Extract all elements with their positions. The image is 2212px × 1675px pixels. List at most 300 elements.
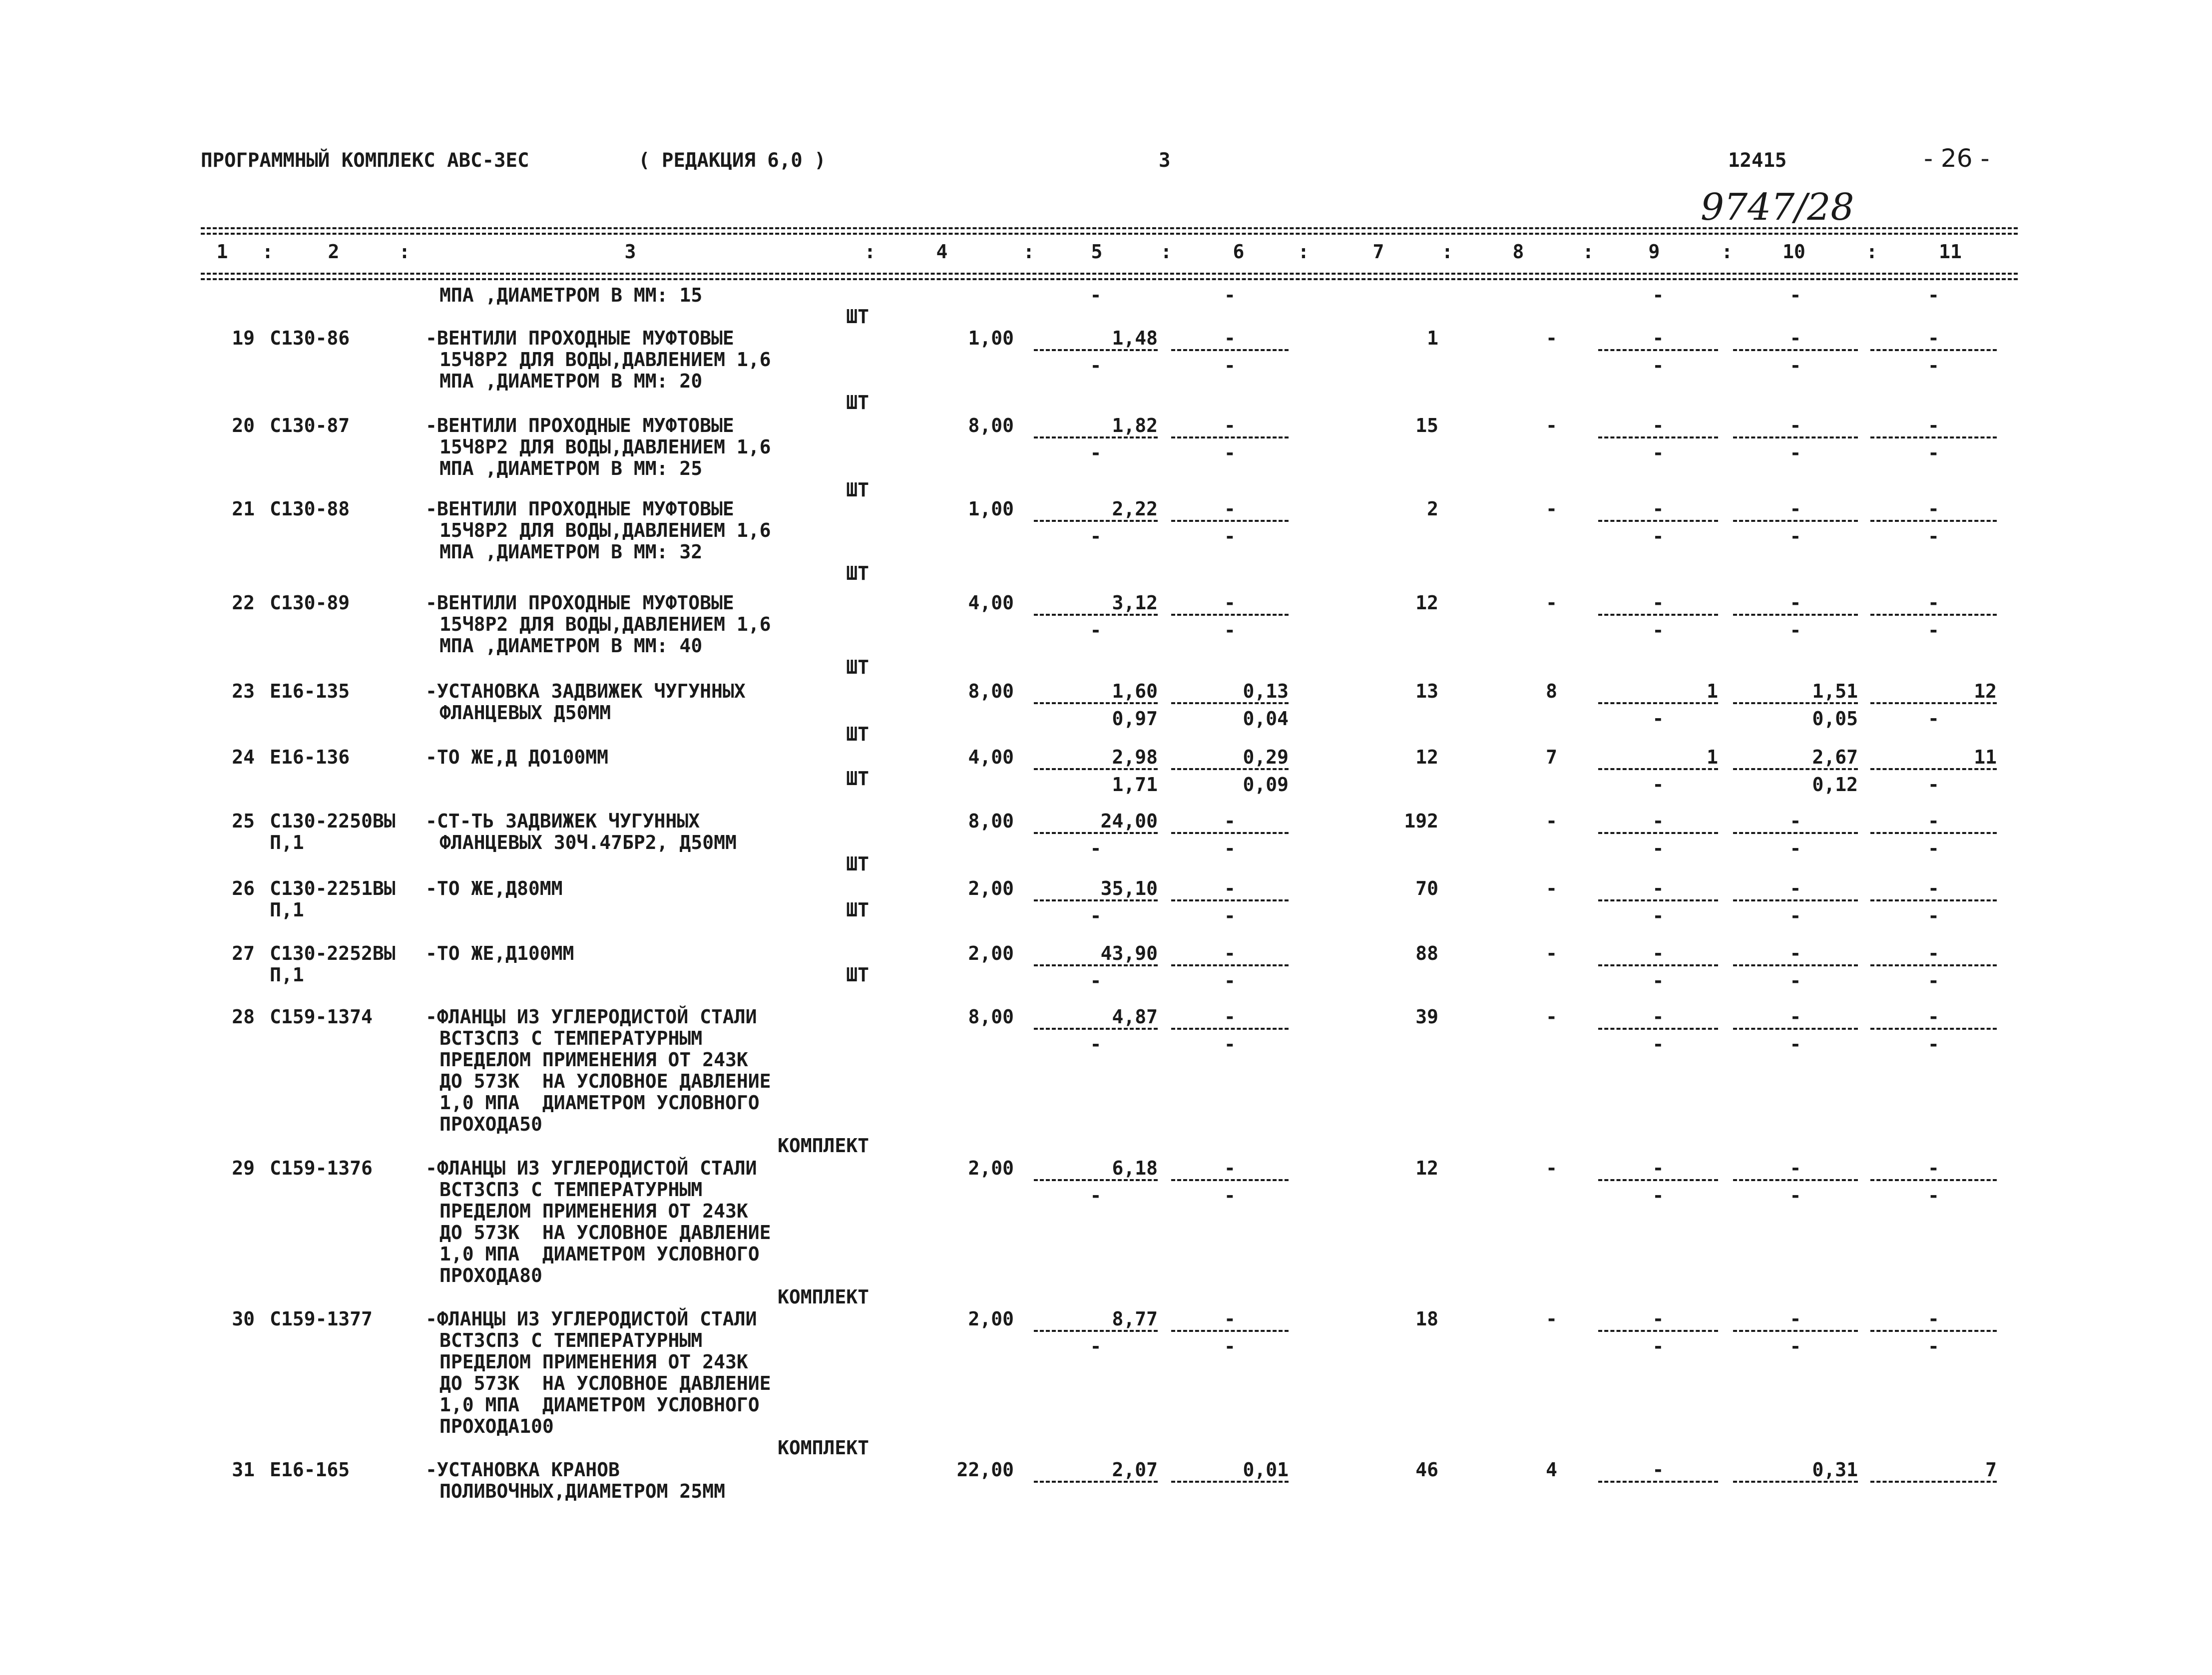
column-7-value: 13	[1415, 680, 1438, 702]
value-underline	[1733, 614, 1858, 616]
c10-value: -	[1789, 1006, 1801, 1028]
c10-value: -	[1789, 284, 1801, 306]
quantity-value: 2,00	[968, 1157, 1014, 1179]
column-separator: :	[1866, 241, 1878, 263]
c10-value: -	[1789, 1308, 1801, 1330]
value-underline	[1034, 614, 1158, 616]
column-8-value: -	[1546, 327, 1557, 349]
c5-value: 1,60	[1112, 680, 1158, 702]
value-underline	[1870, 1028, 1997, 1030]
unit-label: КОМПЛЕКТ	[777, 1286, 869, 1308]
quantity-value: 1,00	[968, 498, 1014, 520]
value-underline	[1034, 768, 1158, 770]
c9-value: -	[1652, 942, 1664, 964]
column-8-value: -	[1546, 415, 1557, 436]
column-7-value: 88	[1415, 942, 1438, 964]
value-underline	[1598, 436, 1718, 438]
unit-label: ШТ	[846, 853, 869, 875]
c11-value: -	[1928, 1308, 1939, 1330]
c6-value: -	[1224, 877, 1236, 899]
row-code: С159-1376	[270, 1157, 373, 1179]
c10-value: -	[1789, 327, 1801, 349]
value-underline	[1733, 832, 1858, 834]
value-underline	[1171, 349, 1289, 351]
value-underline	[1733, 899, 1858, 901]
c6-value: -	[1224, 592, 1236, 614]
program-title: ПРОГРАММНЫЙ КОМПЛЕКС АВС-3ЕС	[201, 149, 529, 172]
column-7-value: 70	[1415, 877, 1438, 899]
c6-value: -	[1224, 970, 1236, 992]
description-line: ПОЛИВОЧНЫХ,ДИАМЕТРОМ 25ММ	[440, 1480, 725, 1502]
description-line: 1,0 МПА ДИАМЕТРОМ УСЛОВНОГО	[440, 1092, 760, 1114]
value-underline	[1598, 1179, 1718, 1181]
c11-value: -	[1928, 525, 1939, 547]
c5-value: 2,07	[1112, 1459, 1158, 1481]
c5-value: 35,10	[1100, 877, 1158, 899]
c9-value: -	[1652, 415, 1664, 436]
c11-value: -	[1928, 810, 1939, 832]
column-7-value: 12	[1415, 592, 1438, 614]
value-underline	[1733, 964, 1858, 966]
row-code: С159-1377	[270, 1308, 373, 1330]
row-number: 20	[232, 415, 255, 436]
value-underline	[1733, 768, 1858, 770]
row-code: Е16-135	[270, 680, 350, 702]
c10-value: -	[1789, 810, 1801, 832]
unit-label: ШТ	[846, 964, 869, 986]
c5-value: -	[1090, 1033, 1102, 1055]
c5-value: -	[1090, 284, 1102, 306]
quantity-value: 1,00	[968, 327, 1014, 349]
column-7-value: 15	[1415, 415, 1438, 436]
value-underline	[1733, 1028, 1858, 1030]
c5-value: 0,97	[1112, 708, 1158, 730]
value-underline	[1034, 1330, 1158, 1332]
c5-value: 6,18	[1112, 1157, 1158, 1179]
value-underline	[1171, 614, 1289, 616]
c5-value: 8,77	[1112, 1308, 1158, 1330]
c9-value: -	[1652, 498, 1664, 520]
value-underline	[1733, 436, 1858, 438]
description-line: -ФЛАНЦЫ ИЗ УГЛЕРОДИСТОЙ СТАЛИ	[426, 1308, 757, 1330]
column-7-value: 12	[1415, 1157, 1438, 1179]
c11-value: -	[1928, 327, 1939, 349]
value-underline	[1598, 349, 1718, 351]
value-underline	[1034, 832, 1158, 834]
description-line: ПРОХОДА100	[440, 1415, 554, 1437]
description-line: -ВЕНТИЛИ ПРОХОДНЫЕ МУФТОВЫЕ	[426, 327, 734, 349]
description-line: ПРЕДЕЛОМ ПРИМЕНЕНИЯ ОТ 243К	[440, 1351, 748, 1373]
c9-value: -	[1652, 970, 1664, 992]
value-underline	[1733, 1330, 1858, 1332]
c11-value: 7	[1985, 1459, 1997, 1481]
c10-value: -	[1789, 498, 1801, 520]
c6-value: -	[1224, 905, 1236, 927]
c5-value: 4,87	[1112, 1006, 1158, 1028]
description-line: -ФЛАНЦЫ ИЗ УГЛЕРОДИСТОЙ СТАЛИ	[426, 1157, 757, 1179]
value-underline	[1598, 1330, 1718, 1332]
description-line: ВСТ3СП3 С ТЕМПЕРАТУРНЫМ	[440, 1027, 703, 1049]
column-separator: :	[1582, 241, 1594, 263]
c10-value: 0,31	[1812, 1459, 1858, 1481]
c10-value: -	[1789, 1335, 1801, 1357]
c10-value: 2,67	[1812, 746, 1858, 768]
c6-value: -	[1224, 525, 1236, 547]
value-underline	[1034, 1179, 1158, 1181]
value-underline	[1870, 832, 1997, 834]
document-code: 12415	[1728, 149, 1787, 172]
quantity-value: 8,00	[968, 415, 1014, 436]
c5-value: -	[1090, 355, 1102, 377]
c10-value: -	[1789, 877, 1801, 899]
header-bottom-rule-2	[201, 278, 2018, 280]
value-underline	[1733, 702, 1858, 704]
c10-value: -	[1789, 355, 1801, 377]
column-7-value: 192	[1404, 810, 1438, 832]
c5-value: -	[1090, 838, 1102, 859]
column-8-value: 7	[1546, 746, 1557, 768]
row-code: С130-86	[270, 327, 350, 349]
c5-value: 2,98	[1112, 746, 1158, 768]
c6-value: -	[1224, 498, 1236, 520]
column-header-1: 1	[216, 241, 228, 263]
c11-value: -	[1928, 415, 1939, 436]
value-underline	[1171, 436, 1289, 438]
c11-value: -	[1928, 838, 1939, 859]
description-line: МПА ,ДИАМЕТРОМ В ММ: 20	[440, 370, 703, 392]
c9-value: -	[1652, 877, 1664, 899]
quantity-value: 4,00	[968, 592, 1014, 614]
description-line: 1,0 МПА ДИАМЕТРОМ УСЛОВНОГО	[440, 1394, 760, 1416]
c11-value: -	[1928, 877, 1939, 899]
description-line: ДО 573К НА УСЛОВНОЕ ДАВЛЕНИЕ	[440, 1372, 771, 1394]
c11-value: -	[1928, 498, 1939, 520]
c5-value: 24,00	[1100, 810, 1158, 832]
c5-value: -	[1090, 905, 1102, 927]
description-line: ВСТ3СП3 С ТЕМПЕРАТУРНЫМ	[440, 1329, 703, 1351]
c10-value: -	[1789, 970, 1801, 992]
column-header-7: 7	[1372, 241, 1384, 263]
c5-value: -	[1090, 1185, 1102, 1207]
value-underline	[1034, 1028, 1158, 1030]
quantity-value: 2,00	[968, 942, 1014, 964]
description-line: ДО 573К НА УСЛОВНОЕ ДАВЛЕНИЕ	[440, 1070, 771, 1092]
description-line: -СТ-ТЬ ЗАДВИЖЕК ЧУГУННЫХ	[426, 810, 700, 832]
description-line: -ТО ЖЕ,Д100ММ	[426, 942, 574, 964]
c10-value: -	[1789, 1185, 1801, 1207]
column-8-value: -	[1546, 1006, 1557, 1028]
quantity-value: 8,00	[968, 680, 1014, 702]
description-line: ПРЕДЕЛОМ ПРИМЕНЕНИЯ ОТ 243К	[440, 1049, 748, 1071]
unit-label: ШТ	[846, 656, 869, 678]
row-code-suffix: П,1	[270, 964, 304, 986]
c11-value: 12	[1974, 680, 1997, 702]
description-line: -ВЕНТИЛИ ПРОХОДНЫЕ МУФТОВЫЕ	[426, 415, 734, 436]
table-top-rule-2	[201, 233, 2018, 235]
value-underline	[1171, 1179, 1289, 1181]
column-7-value: 2	[1427, 498, 1438, 520]
c6-value: -	[1224, 1033, 1236, 1055]
value-underline	[1034, 964, 1158, 966]
quantity-value: 8,00	[968, 810, 1014, 832]
row-code: Е16-165	[270, 1459, 350, 1481]
c10-value: -	[1789, 415, 1801, 436]
c10-value: 0,05	[1812, 708, 1858, 730]
column-8-value: -	[1546, 1308, 1557, 1330]
column-8-value: -	[1546, 1157, 1557, 1179]
c10-value: -	[1789, 525, 1801, 547]
row-code: С159-1374	[270, 1006, 373, 1028]
c6-value: 0,29	[1243, 746, 1289, 768]
value-underline	[1870, 768, 1997, 770]
value-underline	[1034, 436, 1158, 438]
value-underline	[1034, 520, 1158, 522]
description-line: ВСТ3СП3 С ТЕМПЕРАТУРНЫМ	[440, 1179, 703, 1201]
description-line: МПА ,ДИАМЕТРОМ В ММ: 40	[440, 635, 703, 657]
column-separator: :	[864, 241, 876, 263]
column-header-11: 11	[1939, 241, 1962, 263]
row-number: 19	[232, 327, 255, 349]
description-line: МПА ,ДИАМЕТРОМ В ММ: 15	[440, 284, 703, 306]
column-7-value: 1	[1427, 327, 1438, 349]
c5-value: 43,90	[1100, 942, 1158, 964]
column-8-value: 8	[1546, 680, 1557, 702]
c9-value: -	[1652, 1335, 1664, 1357]
c5-value: 3,12	[1112, 592, 1158, 614]
column-header-4: 4	[936, 241, 948, 263]
value-underline	[1733, 349, 1858, 351]
page-number: - 26 -	[1924, 144, 1990, 173]
row-code: С130-2250ВЫ	[270, 810, 396, 832]
c11-value: -	[1928, 1185, 1939, 1207]
value-underline	[1598, 1028, 1718, 1030]
value-underline	[1870, 436, 1997, 438]
c5-value: 1,71	[1112, 774, 1158, 796]
column-header-8: 8	[1512, 241, 1524, 263]
column-8-value: -	[1546, 810, 1557, 832]
row-code: С130-2252ВЫ	[270, 942, 396, 964]
row-number: 28	[232, 1006, 255, 1028]
value-underline	[1171, 702, 1289, 704]
c9-value: -	[1652, 284, 1664, 306]
quantity-value: 22,00	[956, 1459, 1014, 1481]
value-underline	[1598, 614, 1718, 616]
row-number: 23	[232, 680, 255, 702]
value-underline	[1598, 964, 1718, 966]
c9-value: -	[1652, 708, 1664, 730]
row-code: С130-87	[270, 415, 350, 436]
c5-value: -	[1090, 442, 1102, 464]
row-number: 27	[232, 942, 255, 964]
unit-label: ШТ	[846, 562, 869, 584]
row-number: 21	[232, 498, 255, 520]
c11-value: -	[1928, 1335, 1939, 1357]
handwritten-note: 9747/28	[1701, 186, 1854, 229]
c9-value: -	[1652, 1033, 1664, 1055]
column-separator: :	[1441, 241, 1453, 263]
value-underline	[1870, 349, 1997, 351]
edition-label: ( РЕДАКЦИЯ 6,0 )	[638, 149, 826, 172]
c11-value: -	[1928, 942, 1939, 964]
unit-label: ШТ	[846, 768, 869, 790]
value-underline	[1171, 1028, 1289, 1030]
description-line: 1,0 МПА ДИАМЕТРОМ УСЛОВНОГО	[440, 1243, 760, 1265]
column-8-value: 4	[1546, 1459, 1557, 1481]
column-separator: :	[1298, 241, 1310, 263]
column-separator: :	[1023, 241, 1035, 263]
c5-value: 1,48	[1112, 327, 1158, 349]
description-line: -ВЕНТИЛИ ПРОХОДНЫЕ МУФТОВЫЕ	[426, 498, 734, 520]
row-code: С130-89	[270, 592, 350, 614]
c9-value: -	[1652, 1006, 1664, 1028]
description-line: ФЛАНЦЕВЫХ Д50ММ	[440, 702, 611, 724]
c9-value: -	[1652, 1157, 1664, 1179]
c9-value: -	[1652, 905, 1664, 927]
description-line: ДО 573К НА УСЛОВНОЕ ДАВЛЕНИЕ	[440, 1222, 771, 1244]
row-code: Е16-136	[270, 746, 350, 768]
row-code-suffix: П,1	[270, 832, 304, 853]
c6-value: -	[1224, 355, 1236, 377]
value-underline	[1598, 1481, 1718, 1483]
value-underline	[1034, 702, 1158, 704]
c5-value: 2,22	[1112, 498, 1158, 520]
description-line: -УСТАНОВКА ЗАДВИЖЕК ЧУГУННЫХ	[426, 680, 746, 702]
c10-value: -	[1789, 1033, 1801, 1055]
row-number: 22	[232, 592, 255, 614]
row-code: С130-2251ВЫ	[270, 877, 396, 899]
column-7-value: 18	[1415, 1308, 1438, 1330]
c9-value: -	[1652, 774, 1664, 796]
c9-value: -	[1652, 1185, 1664, 1207]
column-8-value: -	[1546, 942, 1557, 964]
value-underline	[1870, 1481, 1997, 1483]
c6-value: -	[1224, 1308, 1236, 1330]
value-underline	[1870, 702, 1997, 704]
value-underline	[1870, 520, 1997, 522]
column-8-value: -	[1546, 877, 1557, 899]
column-7-value: 46	[1415, 1459, 1438, 1481]
c10-value: -	[1789, 442, 1801, 464]
c10-value: 0,12	[1812, 774, 1858, 796]
value-underline	[1870, 964, 1997, 966]
quantity-value: 2,00	[968, 877, 1014, 899]
c6-value: -	[1224, 619, 1236, 641]
value-underline	[1598, 520, 1718, 522]
c9-value: -	[1652, 327, 1664, 349]
quantity-value: 2,00	[968, 1308, 1014, 1330]
c11-value: -	[1928, 1006, 1939, 1028]
row-number: 26	[232, 877, 255, 899]
column-8-value: -	[1546, 498, 1557, 520]
value-underline	[1598, 702, 1718, 704]
c6-value: 0,01	[1243, 1459, 1289, 1481]
c9-value: -	[1652, 355, 1664, 377]
unit-label: ШТ	[846, 479, 869, 501]
c6-value: -	[1224, 810, 1236, 832]
c10-value: -	[1789, 1157, 1801, 1179]
unit-label: КОМПЛЕКТ	[777, 1135, 869, 1157]
description-line: -ТО ЖЕ,Д ДО100ММ	[426, 746, 609, 768]
c5-value: -	[1090, 525, 1102, 547]
c11-value: -	[1928, 970, 1939, 992]
row-number: 24	[232, 746, 255, 768]
c11-value: -	[1928, 284, 1939, 306]
column-header-10: 10	[1782, 241, 1805, 263]
column-7-value: 39	[1415, 1006, 1438, 1028]
c10-value: 1,51	[1812, 680, 1858, 702]
row-number: 29	[232, 1157, 255, 1179]
c11-value: -	[1928, 619, 1939, 641]
c9-value: -	[1652, 592, 1664, 614]
value-underline	[1870, 899, 1997, 901]
description-line: МПА ,ДИАМЕТРОМ В ММ: 25	[440, 457, 703, 479]
c11-value: -	[1928, 442, 1939, 464]
value-underline	[1171, 1481, 1289, 1483]
description-line: ПРОХОДА80	[440, 1264, 542, 1286]
column-7-value: 12	[1415, 746, 1438, 768]
value-underline	[1733, 520, 1858, 522]
description-line: ФЛАНЦЕВЫХ 30Ч.47БР2, Д50ММ	[440, 832, 737, 853]
c9-value: 1	[1707, 746, 1718, 768]
unit-label: ШТ	[846, 306, 869, 328]
c6-value: -	[1224, 327, 1236, 349]
c9-value: -	[1652, 619, 1664, 641]
value-underline	[1171, 964, 1289, 966]
c9-value: -	[1652, 525, 1664, 547]
value-underline	[1171, 832, 1289, 834]
c6-value: 0,04	[1243, 708, 1289, 730]
c6-value: -	[1224, 838, 1236, 859]
c6-value: -	[1224, 1157, 1236, 1179]
c11-value: -	[1928, 1157, 1939, 1179]
value-underline	[1034, 349, 1158, 351]
value-underline	[1598, 832, 1718, 834]
row-number: 30	[232, 1308, 255, 1330]
description-line: 15Ч8Р2 ДЛЯ ВОДЫ,ДАВЛЕНИЕМ 1,6	[440, 613, 771, 635]
header-bottom-rule	[201, 273, 2018, 275]
column-separator: :	[1160, 241, 1172, 263]
c9-value: -	[1652, 810, 1664, 832]
value-underline	[1034, 1481, 1158, 1483]
c9-value: 1	[1707, 680, 1718, 702]
c11-value: -	[1928, 708, 1939, 730]
c10-value: -	[1789, 838, 1801, 859]
row-number: 25	[232, 810, 255, 832]
quantity-value: 4,00	[968, 746, 1014, 768]
row-number: 31	[232, 1459, 255, 1481]
c6-value: -	[1224, 1006, 1236, 1028]
c9-value: -	[1652, 838, 1664, 859]
section-number: 3	[1159, 149, 1171, 172]
c6-value: -	[1224, 415, 1236, 436]
c6-value: -	[1224, 1335, 1236, 1357]
description-line: 15Ч8Р2 ДЛЯ ВОДЫ,ДАВЛЕНИЕМ 1,6	[440, 519, 771, 541]
row-code: С130-88	[270, 498, 350, 520]
c11-value: -	[1928, 774, 1939, 796]
row-code-suffix: П,1	[270, 899, 304, 921]
column-header-5: 5	[1091, 241, 1103, 263]
c11-value: -	[1928, 905, 1939, 927]
c6-value: -	[1224, 442, 1236, 464]
value-underline	[1870, 614, 1997, 616]
c5-value: 1,82	[1112, 415, 1158, 436]
c11-value: -	[1928, 355, 1939, 377]
description-line: -ТО ЖЕ,Д80ММ	[426, 877, 563, 899]
column-header-3: 3	[624, 241, 636, 263]
c6-value: -	[1224, 1185, 1236, 1207]
table-top-rule	[201, 227, 2018, 229]
c10-value: -	[1789, 592, 1801, 614]
